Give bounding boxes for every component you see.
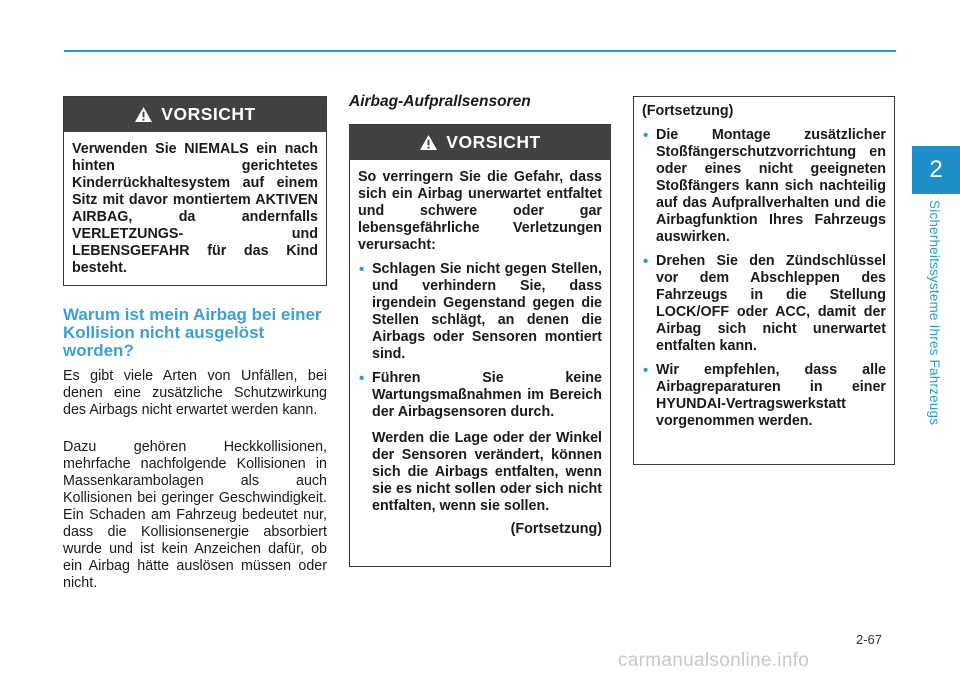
caution-box-sensors: [349, 124, 611, 567]
subheading-airbag-sensors: Airbag-Aufprallsensoren: [349, 93, 531, 110]
bullet-item: • Schlagen Sie nicht gegen Stellen, und verhindern Sie, dass irgendein Gegenstand gegen die Stellen schlägt, an denen die Airbags oder Sensoren montiert sind.: [358, 261, 602, 363]
warning-triangle-icon: [134, 106, 153, 123]
continuation-content: [634, 97, 894, 430]
continuation-title: (Fortsetzung): [642, 103, 734, 119]
page-number: 2-67: [856, 632, 883, 647]
caution-header: [64, 97, 326, 132]
bullet-item: • Führen Sie keine Wartungsmaßnahmen im Bereich der Airbagsensoren durch.: [358, 370, 602, 421]
continuation-box: [633, 96, 895, 465]
bullet-item: • Die Montage zusätzlicher Stoßfängerschutzvorrichtung en oder eines nicht geeigneten Stoßfängers kann sich nachteilig auf das Aufprallverhalten und die Airbagfunktion Ihres Fahrzeugs auswirken.: [642, 127, 886, 246]
body-paragraph-1: Es gibt viele Arten von Unfällen, bei denen eine zusätzliche Schutzwirkung des Airbags nicht erwartet werden kann.: [63, 368, 327, 418]
caution-note: Werden die Lage oder der Winkel der Sensoren verändert, können sich die Airbags entfalten, wenn sie es nicht sollen oder sich nicht entfalten, wenn sie sollen.: [372, 430, 602, 514]
caution-box-child-seat: [63, 96, 327, 286]
chapter-number-tab: 2: [912, 146, 960, 194]
bullet-item: • Wir empfehlen, dass alle Airbagreparaturen in einer HYUNDAI-Vertragswerkstatt vorgenommen werden.: [642, 362, 886, 430]
caution-content: [350, 160, 610, 538]
warning-triangle-icon: [419, 134, 438, 151]
caution-text: Verwenden Sie NIEMALS ein nach hinten gerichtetes Kinderrückhaltesystem auf einem Sitz mit davor montiertem AKTIVEN AIRBAG, da andernfalls VERLETZUNGS- und LEBENSGEFAHR für das Kind besteht.: [72, 141, 318, 276]
bullet-item: • Drehen Sie den Zündschlüssel vor dem Abschleppen des Fahrzeugs in die Stellung LOCK/OFF oder ACC, damit der Airbag sich nicht unerwartet entfalten kann.: [642, 253, 886, 355]
continued-label: (Fortsetzung): [510, 521, 602, 537]
caution-label: VORSICHT: [161, 104, 256, 124]
watermark: carmanualsonline.info: [618, 650, 810, 671]
caution-intro: So verringern Sie die Gefahr, dass sich ein Airbag unerwartet entfaltet und schwere oder gar lebensgefährliche Verletzungen verursacht:: [358, 169, 602, 253]
header-rule: [64, 50, 896, 52]
caution-label: VORSICHT: [446, 132, 541, 152]
caution-header: [350, 125, 610, 160]
chapter-title: Sicherheitssysteme Ihres Fahrzeugs: [927, 200, 942, 426]
body-paragraph-2: Dazu gehören Heckkollisionen, mehrfache nachfolgende Kollisionen in Massenkarambolagen als auch Kollisionen bei geringer Geschwindigkeit. Ein Schaden am Fahrzeug bedeutet nur, dass die Kollisionsenergie absorbiert wurde und ist kein Anzeichen dafür, ob ein Airbag hätte auslösen müssen oder nicht.: [63, 439, 327, 591]
section-heading: Warum ist mein Airbag bei einer Kollision nicht ausgelöst worden?: [63, 305, 322, 360]
